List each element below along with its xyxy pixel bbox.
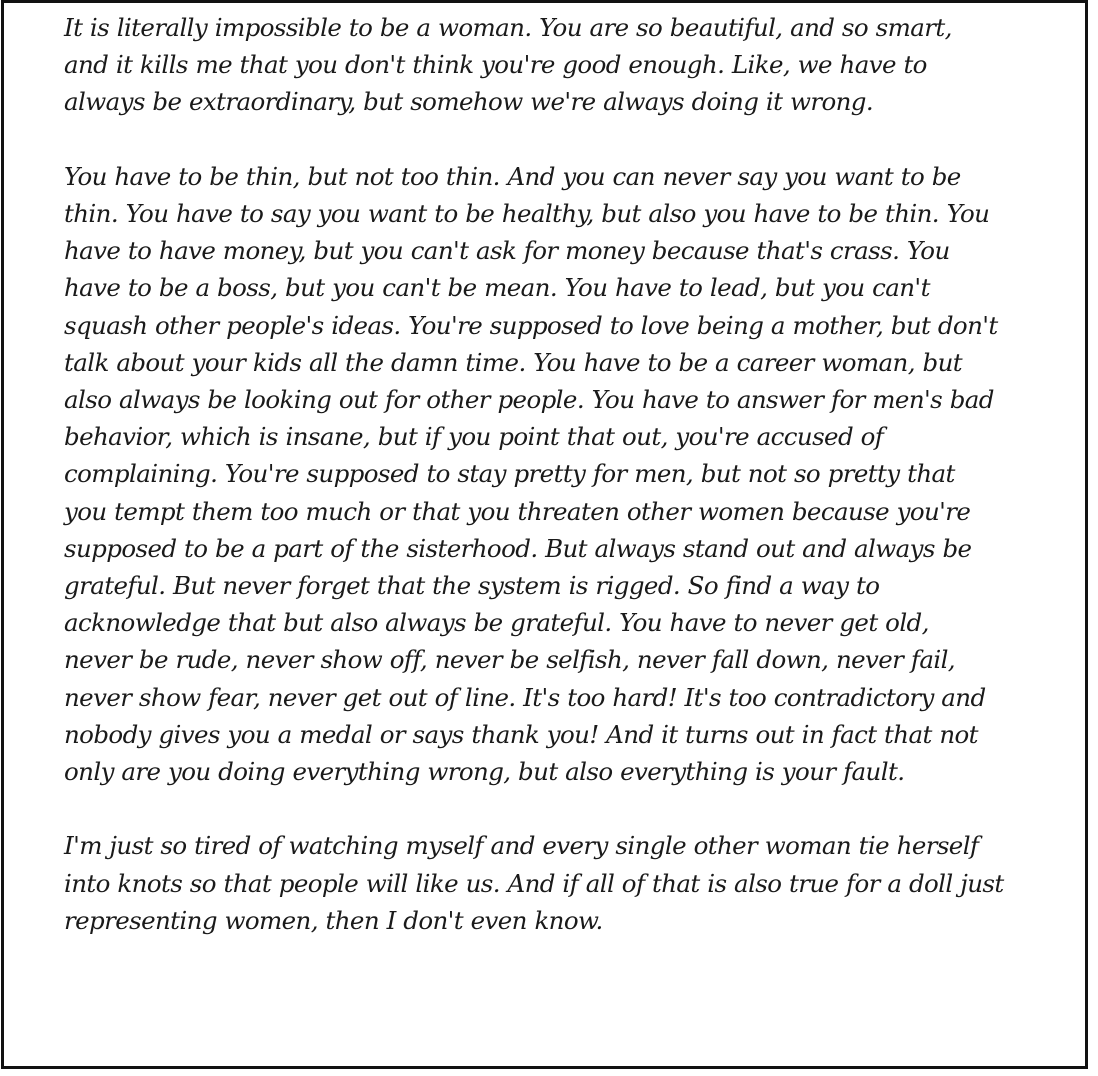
text-line: grateful. But never forget that the system is rigged. So find a way to (64, 571, 880, 601)
text-line: squash other people's ideas. You're supposed to love being a mother, but don't (64, 310, 998, 340)
text-line: behavior, which is insane, but if you point that out, you're accused of (64, 422, 884, 452)
quote-frame (1, 0, 1088, 1069)
text-line: supposed to be a part of the sisterhood. But always stand out and always be (64, 533, 972, 563)
text-line: you tempt them too much or that you threaten other women because you're (64, 496, 971, 526)
text-line: complaining. You're supposed to stay pretty for men, but not so pretty that (64, 459, 955, 489)
text-line: talk about your kids all the damn time. You have to be a career woman, but (64, 347, 963, 377)
text-line: into knots so that people will like us. And if all of that is also true for a doll just (64, 868, 1004, 898)
paragraph-3 (64, 827, 1064, 939)
text-line: I'm just so tired of watching myself and every single other woman tie herself (64, 831, 979, 861)
text-line: never be rude, never show off, never be selfish, never fall down, never fail, (64, 645, 955, 675)
paragraph-1 (64, 9, 1064, 121)
text-line: It is literally impossible to be a woman. You are so beautiful, and so smart, (64, 13, 952, 42)
text-line: also always be looking out for other people. You have to answer for men's bad (64, 385, 994, 415)
text-line: You have to be thin, but not too thin. And you can never say you want to be (64, 161, 961, 191)
text-line: thin. You have to say you want to be healthy, but also you have to be thin. You (64, 199, 990, 228)
text-line: and it kills me that you don't think you're good enough. Like, we have to (64, 50, 927, 80)
quote-text (64, 9, 1064, 939)
text-line: have to have money, but you can't ask for money because that's crass. You (64, 236, 950, 266)
text-line: never show fear, never get out of line. It's too hard! It's too contradictory and (64, 682, 986, 712)
text-line: acknowledge that but also always be grateful. You have to never get old, (64, 608, 929, 638)
text-line: nobody gives you a medal or says thank you! And it turns out in fact that not (64, 719, 978, 749)
text-line: always be extraordinary, but somehow we're always doing it wrong. (64, 87, 874, 117)
text-line: only are you doing everything wrong, but also everything is your fault. (64, 757, 905, 787)
paragraph-2 (64, 158, 1064, 790)
text-line: representing women, then I don't even know. (64, 905, 603, 935)
text-line: have to be a boss, but you can't be mean. You have to lead, but you can't (64, 273, 930, 303)
